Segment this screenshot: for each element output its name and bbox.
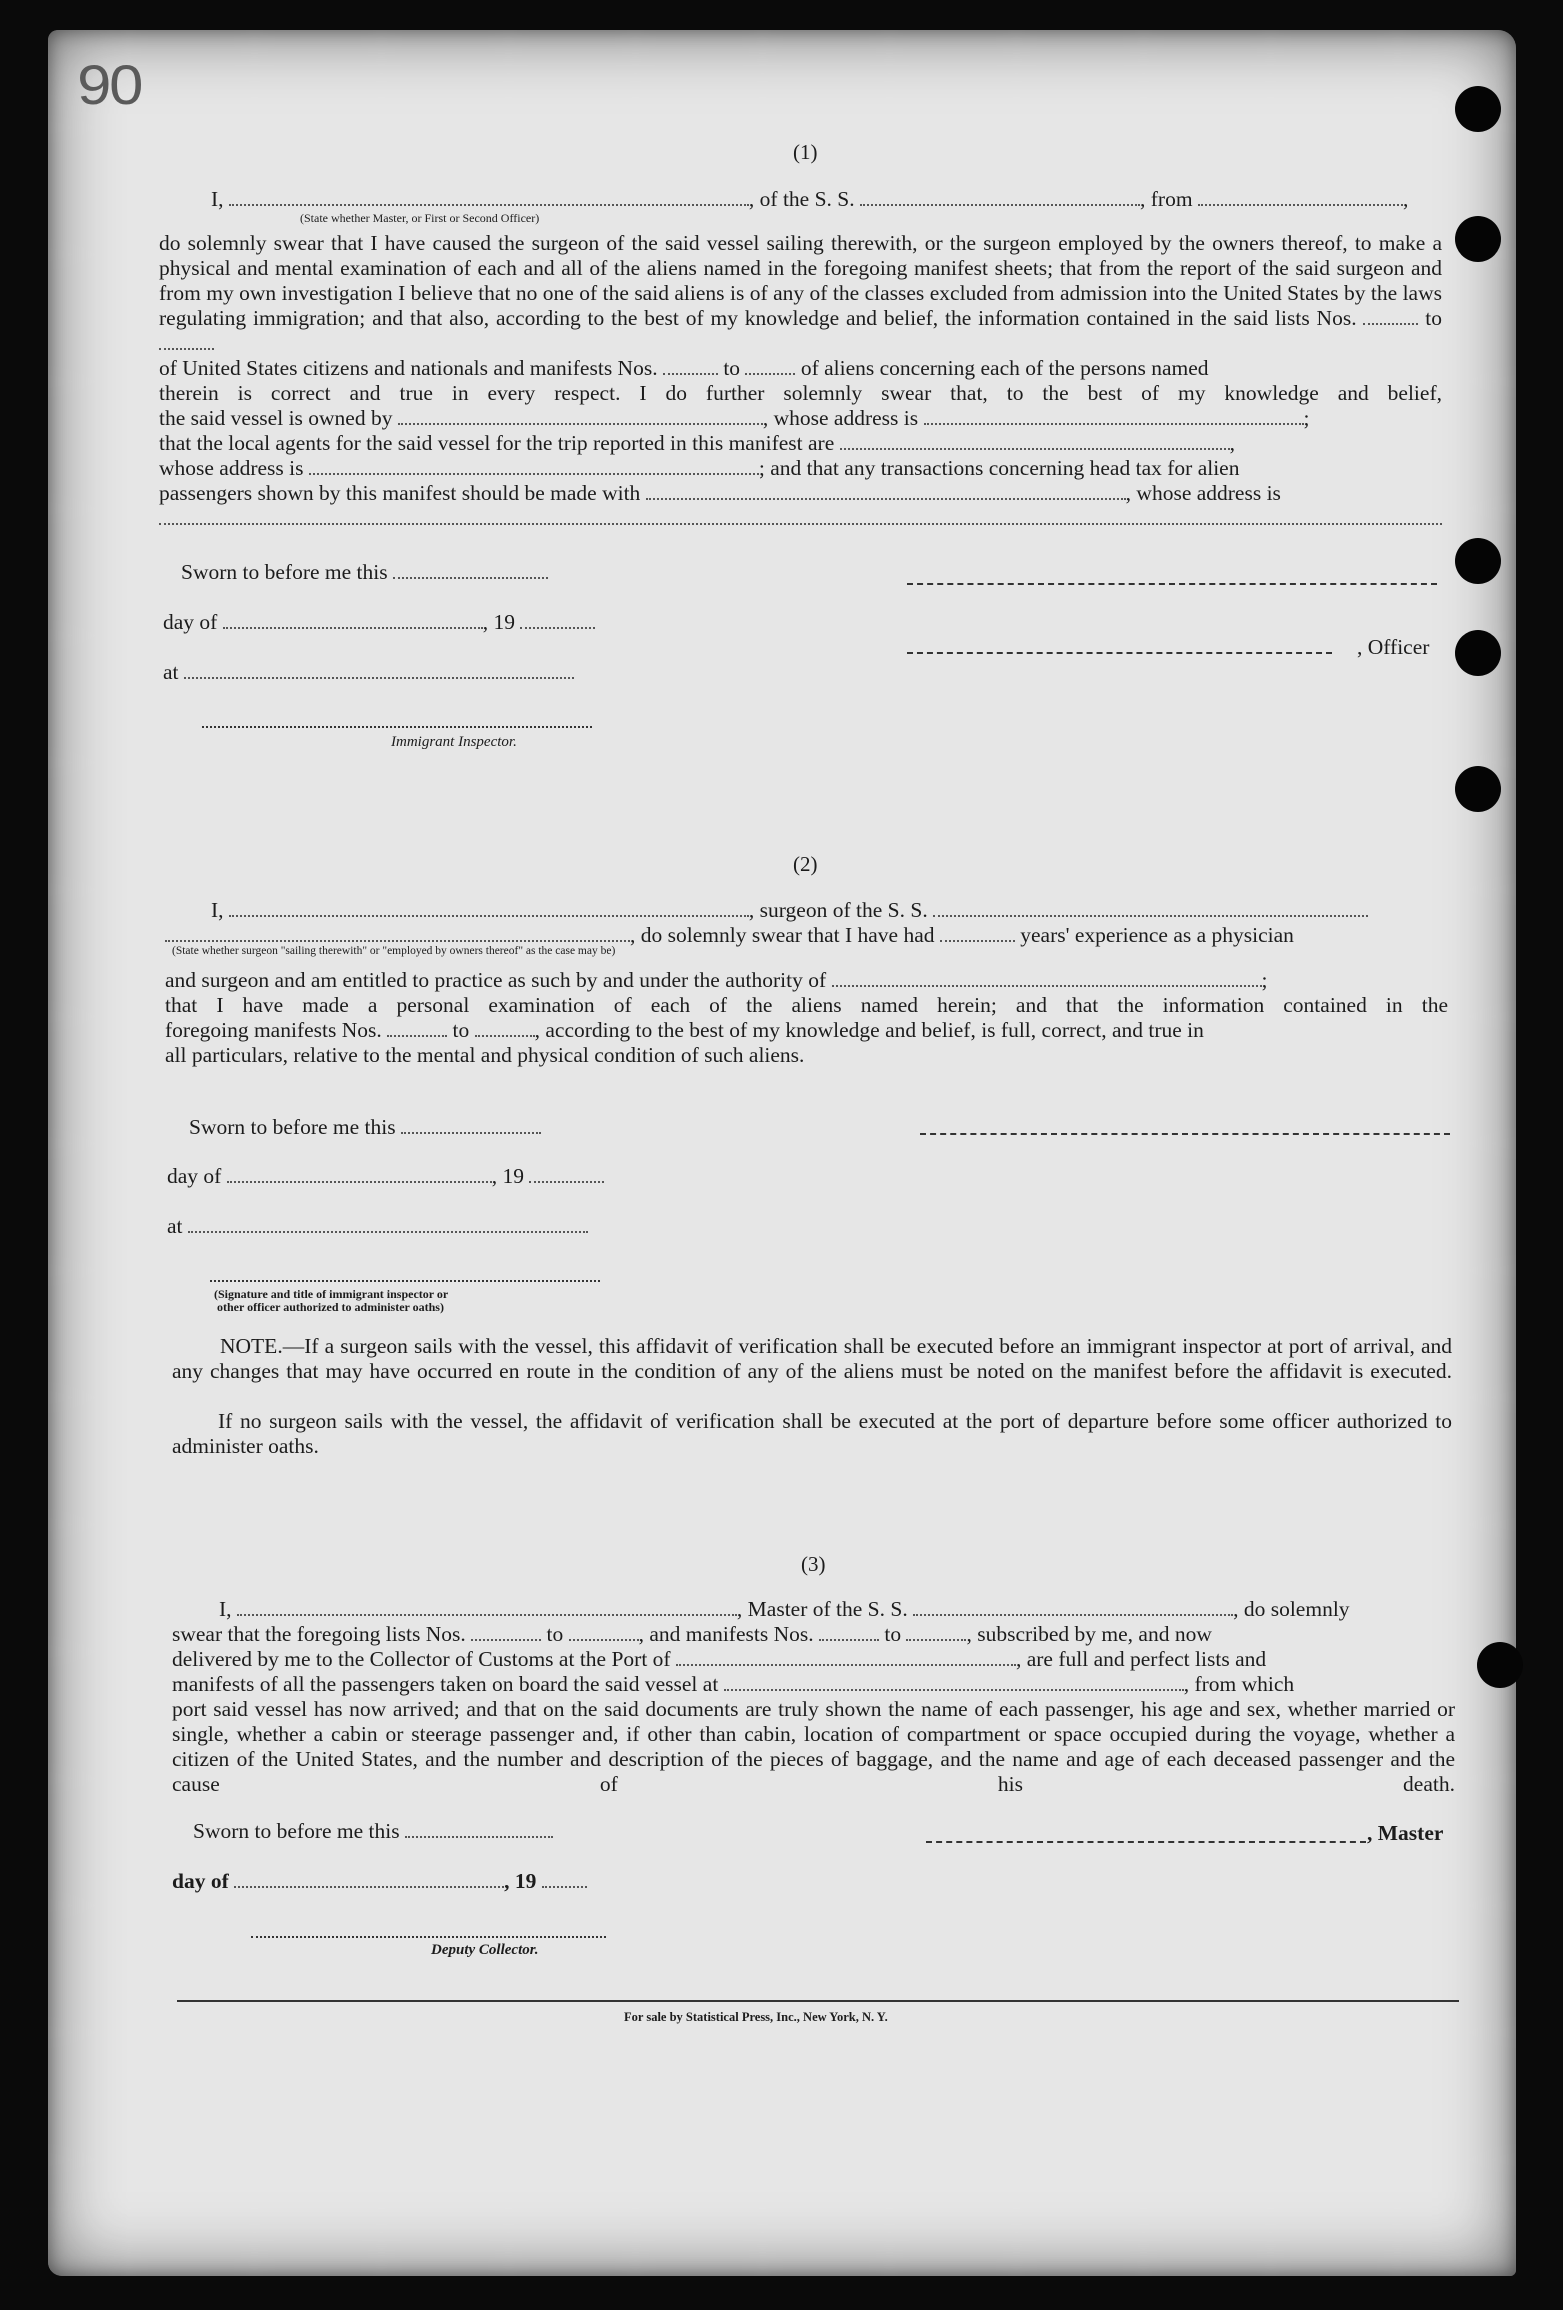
s3-text-from-which: , from which (1183, 1672, 1295, 1696)
s2-line-4: that I have made a personal examination of each of the aliens named herein; and that the information contained in the (165, 993, 1448, 1017)
sworn-year-blank (520, 613, 595, 629)
authority-blank (832, 971, 1262, 987)
manifests-from-blank (663, 359, 718, 375)
s3-master-signature-line (926, 1841, 1366, 1843)
s2-text-physician: years' experience as a physician (1020, 923, 1294, 947)
s1-paragraph (159, 231, 1442, 356)
s2-line-1 (211, 898, 1368, 923)
s1-text-comma: , (1229, 431, 1235, 455)
sworn-day-blank (393, 563, 548, 579)
s1-oath-text: do solemnly swear that I have caused the surgeon of the said vessel sailing therewith, or the surgeon employed by the owners thereof, to make a physical and mental examination of each and all of the aliens named in the foregoing manifest sheets; that from the report of the said surgeon and from my own investigation I believe that no one of the said aliens is of any of the classes excluded from admission into the United States by the laws regulating immigration; and that also, according to the best of my knowledge and belief, the information contained in the said lists Nos. (159, 231, 1442, 330)
s1-line-11 (159, 456, 1239, 481)
sworn-place-blank (184, 663, 574, 679)
corner-mark: 90 (77, 53, 142, 116)
s1-text-local-agents: that the local agents for the said vessel for the trip reported in this manifest are (159, 431, 835, 455)
s2-line-3 (165, 968, 1267, 993)
s3-text-to: to (546, 1622, 564, 1646)
s3-paragraph: port said vessel has now arrived; and that on the said documents are truly shown the name of each passenger, his age and sex, whether married or single, whether a cabin or steerage passenger and, if other than cabin, location of compartment or space occupied during the voyage, whether a citizen of the United States, and the number and description of the pieces of baggage, and the name and age of each deceased passenger and the cause of his death. (172, 1697, 1455, 1796)
s1-day-of (163, 610, 595, 635)
s1-text-head-tax: ; and that any transactions concerning head tax for alien (758, 456, 1240, 480)
punch-hole (1455, 216, 1501, 262)
lists-from-blank (1363, 309, 1418, 325)
manifests-to-blank (745, 359, 795, 375)
s2-surgeon-signature-line (920, 1133, 1450, 1135)
s3-sworn-month-blank (234, 1872, 504, 1888)
s3-text-lists: swear that the foregoing lists Nos. (172, 1622, 466, 1646)
s1-text-to: to (723, 356, 741, 380)
s3-vessel-blank (913, 1600, 1233, 1616)
s1-line-1 (211, 187, 1408, 212)
s1-text-at: at (163, 660, 179, 684)
s1-officer-subcaption: (State whether Master, or First or Second Officer) (300, 211, 540, 225)
surgeon-status-blank (165, 926, 630, 942)
punch-hole (1455, 86, 1501, 132)
s1-text-whose-address: , whose address is (762, 406, 919, 430)
s3-sworn (193, 1819, 553, 1844)
s1-text-from: , from (1140, 187, 1193, 211)
s2-at (167, 1214, 588, 1239)
s1-signature-line-top (907, 583, 1437, 585)
s1-line-9 (159, 406, 1309, 431)
master-name-blank (229, 190, 749, 206)
s2-vessel-blank (933, 901, 1368, 917)
s1-text-day-of: day of (163, 610, 218, 634)
punch-hole (1455, 630, 1501, 676)
s1-sworn (181, 560, 548, 585)
owner-address-blank (924, 409, 1304, 425)
s1-line-8: therein is correct and true in every respect. I do further solemnly swear that, to the best of my knowledge and belief, (159, 381, 1442, 405)
s1-text-to: to (1425, 306, 1443, 330)
s3-text-subscribed: , subscribed by me, and now (966, 1622, 1212, 1646)
s2-day-of (167, 1164, 604, 1189)
s3-deputy-caption: Deputy Collector. (431, 1942, 539, 1958)
s2-sworn-month-blank (227, 1167, 492, 1183)
s1-text-owned-by: the said vessel is owned by (159, 406, 393, 430)
s2-text-to: to (452, 1018, 470, 1042)
s3-line-1 (219, 1597, 1350, 1622)
s2-text-belief: , according to the best of my knowledge and belief, is full, correct, and true in (534, 1018, 1204, 1042)
s1-text-semicolon: ; (1303, 406, 1310, 430)
s1-text-sworn: Sworn to before me this (181, 560, 388, 584)
s2-text-sworn: Sworn to before me this (189, 1115, 396, 1139)
s1-text-comma: , (1402, 187, 1409, 211)
agents-blank (840, 434, 1230, 450)
s2-sworn-day-blank (401, 1118, 541, 1134)
s3-text-collector: delivered by me to the Collector of Customs at the Port of (172, 1647, 671, 1671)
sworn-month-blank (223, 613, 483, 629)
s3-text-year: , 19 (504, 1869, 537, 1893)
s2-note-2: If no surgeon sails with the vessel, the affidavit of verification shall be executed at the port of departure before some officer authorized to administer oaths. (172, 1409, 1452, 1458)
s2-surgeon-subcaption: (State whether surgeon "sailing therewith" or "employed by owners thereof" as the case may be) (172, 945, 616, 957)
lists-to-blank (159, 334, 214, 350)
s3-text-i: I, (219, 1597, 232, 1621)
s1-inspector-signature-line (202, 726, 592, 728)
s2-officer-signature-line (210, 1280, 600, 1282)
s3-text-day-of: day of (172, 1869, 229, 1893)
note-label: NOTE. (220, 1334, 283, 1358)
s2-manifests-to-blank (475, 1021, 535, 1037)
footer-rule (177, 2000, 1459, 2002)
s2-line-5 (165, 1018, 1204, 1043)
s3-line-3 (172, 1647, 1266, 1672)
owner-blank (398, 409, 763, 425)
s3-day-of (172, 1869, 587, 1894)
agents-address-blank (309, 459, 759, 475)
s3-lists-to-blank (569, 1625, 639, 1641)
s3-port-blank (676, 1650, 1016, 1666)
s1-officer-label: , Officer (1357, 635, 1430, 659)
s3-text-manifests: , and manifests Nos. (638, 1622, 814, 1646)
s2-line-6: all particulars, relative to the mental and physical condition of such aliens. (165, 1043, 805, 1067)
s1-line-10 (159, 431, 1235, 456)
s1-text-manifests: of United States citizens and nationals and manifests Nos. (159, 356, 658, 380)
s1-at (163, 660, 574, 685)
s3-text-to: to (884, 1622, 902, 1646)
s1-text-of-ss: , of the S. S. (748, 187, 855, 211)
s3-embark-port-blank (724, 1675, 1184, 1691)
s3-line-4 (172, 1672, 1294, 1697)
s3-collector-signature-line (251, 1936, 606, 1938)
s1-line-13 (159, 506, 1442, 531)
section-2-heading: (2) (793, 852, 818, 876)
s2-text-semicolon: ; (1261, 968, 1268, 992)
footer-printer: For sale by Statistical Press, Inc., New York, N. Y. (624, 2010, 888, 2024)
s2-sig-caption-1: (Signature and title of immigrant inspector or (214, 1287, 449, 1301)
section-1-heading: (1) (793, 140, 818, 164)
s1-text-whose-address: , whose address is (1125, 481, 1281, 505)
s1-text-made-with: passengers shown by this manifest should be made with (159, 481, 641, 505)
surgeon-name-blank (229, 901, 749, 917)
vessel-name-blank (860, 190, 1140, 206)
s2-text-surgeon-of: , surgeon of the S. S. (748, 898, 928, 922)
s1-text-aliens: of aliens concerning each of the persons named (800, 356, 1209, 380)
punch-hole (1455, 538, 1501, 584)
s2-text-authority: and surgeon and am entitled to practice as such by and under the authority of (165, 968, 827, 992)
s3-sworn-year-blank (542, 1872, 587, 1888)
port-from-blank (1198, 190, 1403, 206)
s2-sworn-place-blank (188, 1217, 588, 1233)
s2-text-year: , 19 (491, 1164, 524, 1188)
note-text: —If a surgeon sails with the vessel, this affidavit of verification shall be executed before an immigrant inspector at port of arrival, and any changes that may have occurred en route in the condition of any of the aliens must be noted on the manifest before the affidavit is executed. (172, 1334, 1452, 1383)
s2-note (172, 1334, 1452, 1384)
s1-text-whose-address: whose address is (159, 456, 304, 480)
s2-text-at: at (167, 1214, 183, 1238)
s3-master-name-blank (237, 1600, 737, 1616)
s1-inspector-caption: Immigrant Inspector. (391, 734, 517, 750)
transactions-address-blank (159, 509, 1442, 525)
s2-sig-caption-2: other officer authorized to administer oaths) (217, 1300, 444, 1314)
s3-manifests-from-blank (819, 1625, 879, 1641)
transactions-party-blank (646, 484, 1126, 500)
s2-text-solemnly: , do solemnly swear that I have had (630, 923, 935, 947)
s2-text-i: I, (211, 898, 224, 922)
s3-text-taken-on-board: manifests of all the passengers taken on board the said vessel at (172, 1672, 719, 1696)
s1-text-year: , 19 (482, 610, 515, 634)
s3-text-sworn: Sworn to before me this (193, 1819, 400, 1843)
s1-officer-signature-line (907, 652, 1332, 654)
section-3-heading: (3) (801, 1552, 826, 1576)
s2-sworn-year-blank (529, 1167, 604, 1183)
s1-text-i: I, (211, 187, 224, 211)
s1-line-12 (159, 481, 1281, 506)
s2-text-day-of: day of (167, 1164, 222, 1188)
s3-sworn-day-blank (405, 1822, 553, 1838)
years-experience-blank (940, 926, 1015, 942)
s2-manifests-from-blank (387, 1021, 447, 1037)
s3-text-perfect-lists: , are full and perfect lists and (1015, 1647, 1267, 1671)
s3-master-label: , Master (1367, 1821, 1444, 1845)
punch-hole (1455, 766, 1501, 812)
s3-text-master-of: , Master of the S. S. (736, 1597, 908, 1621)
s2-text-manifests: foregoing manifests Nos. (165, 1018, 382, 1042)
s3-text-solemnly: , do solemnly (1233, 1597, 1350, 1621)
s3-line-2 (172, 1622, 1212, 1647)
s2-sworn (189, 1115, 541, 1140)
s3-lists-from-blank (471, 1625, 541, 1641)
s3-manifests-to-blank (906, 1625, 966, 1641)
punch-hole (1477, 1642, 1523, 1688)
s1-line-7 (159, 356, 1209, 381)
